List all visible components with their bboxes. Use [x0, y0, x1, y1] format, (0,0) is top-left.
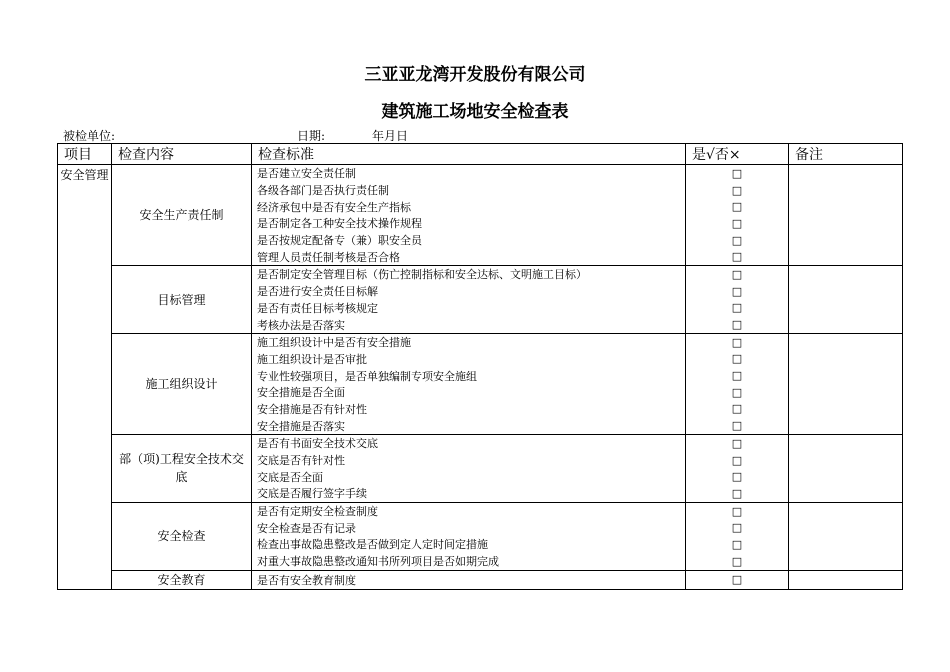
column-header-result: 是√否×	[686, 144, 789, 165]
note-cell[interactable]	[789, 182, 903, 199]
note-cell[interactable]	[789, 519, 903, 536]
standard-cell: 考核办法是否落实	[252, 316, 686, 333]
standard-cell: 安全措施是否全面	[252, 384, 686, 401]
result-checkbox[interactable]: □	[686, 536, 789, 553]
standard-cell: 是否按规定配备专（兼）职安全员	[252, 232, 686, 249]
category-cell: 目标管理	[112, 266, 252, 334]
note-cell[interactable]	[789, 468, 903, 485]
table-header-row	[58, 144, 903, 165]
item-cell: 安全管理	[58, 165, 112, 590]
standard-cell: 安全措施是否有针对性	[252, 401, 686, 418]
note-cell[interactable]	[789, 502, 903, 519]
result-checkbox[interactable]: □	[686, 435, 789, 452]
table-row	[58, 435, 903, 452]
note-cell[interactable]	[789, 485, 903, 502]
result-checkbox[interactable]: □	[686, 333, 789, 350]
result-checkbox[interactable]: □	[686, 384, 789, 401]
result-checkbox[interactable]: □	[686, 248, 789, 265]
form-title: 建筑施工场地安全检查表	[381, 102, 569, 122]
note-cell[interactable]	[789, 570, 903, 589]
table-row	[58, 502, 903, 519]
table-row	[58, 570, 903, 589]
date-label: 日期:	[297, 129, 326, 143]
standard-cell: 施工组织设计中是否有安全措施	[252, 333, 686, 350]
category-cell: 安全生产责任制	[112, 165, 252, 266]
note-cell[interactable]	[789, 283, 903, 300]
note-cell[interactable]	[789, 435, 903, 452]
column-header-note: 备注	[789, 144, 903, 165]
result-checkbox[interactable]: □	[686, 401, 789, 418]
result-checkbox[interactable]: □	[686, 300, 789, 317]
standard-cell: 是否有责任目标考核规定	[252, 300, 686, 317]
note-cell[interactable]	[789, 401, 903, 418]
result-checkbox[interactable]: □	[686, 351, 789, 368]
standard-cell: 是否建立安全责任制	[252, 165, 686, 182]
standard-cell: 经济承包中是否有安全生产指标	[252, 198, 686, 215]
result-checkbox[interactable]: □	[686, 232, 789, 249]
note-cell[interactable]	[789, 351, 903, 368]
standard-cell: 管理人员责任制考核是否合格	[252, 248, 686, 265]
standard-cell: 是否有书面安全技术交底	[252, 435, 686, 452]
note-cell[interactable]	[789, 266, 903, 283]
result-checkbox[interactable]: □	[686, 452, 789, 469]
column-header-content: 检查内容	[112, 144, 252, 165]
inspection-table	[57, 143, 903, 590]
standard-cell: 是否进行安全责任目标解	[252, 283, 686, 300]
note-cell[interactable]	[789, 452, 903, 469]
column-header-standard: 检查标准	[252, 144, 686, 165]
result-checkbox[interactable]: □	[686, 215, 789, 232]
date-value: 年月日	[372, 129, 409, 143]
result-checkbox[interactable]: □	[686, 283, 789, 300]
result-checkbox[interactable]: □	[686, 165, 789, 182]
standard-cell: 安全措施是否落实	[252, 417, 686, 434]
result-checkbox[interactable]: □	[686, 502, 789, 519]
table-row	[58, 165, 903, 182]
note-cell[interactable]	[789, 165, 903, 182]
category-cell: 安全检查	[112, 502, 252, 570]
result-checkbox[interactable]: □	[686, 367, 789, 384]
result-checkbox[interactable]: □	[686, 553, 789, 570]
standard-cell: 交底是否有针对性	[252, 452, 686, 469]
note-cell[interactable]	[789, 232, 903, 249]
result-checkbox[interactable]: □	[686, 417, 789, 434]
standard-cell: 对重大事故隐患整改通知书所列项目是否如期完成	[252, 553, 686, 570]
result-checkbox[interactable]: □	[686, 485, 789, 502]
note-cell[interactable]	[789, 367, 903, 384]
note-cell[interactable]	[789, 248, 903, 265]
result-checkbox[interactable]: □	[686, 570, 789, 589]
table-row	[58, 333, 903, 350]
note-cell[interactable]	[789, 536, 903, 553]
standard-cell: 是否有安全教育制度	[252, 570, 686, 589]
standard-cell: 专业性较强项目，是否单独编制专项安全施组	[252, 367, 686, 384]
standard-cell: 安全检查是否有记录	[252, 519, 686, 536]
result-checkbox[interactable]: □	[686, 182, 789, 199]
note-cell[interactable]	[789, 198, 903, 215]
result-checkbox[interactable]: □	[686, 198, 789, 215]
category-cell: 施工组织设计	[112, 333, 252, 434]
column-header-item: 项目	[58, 144, 112, 165]
standard-cell: 施工组织设计是否审批	[252, 351, 686, 368]
result-checkbox[interactable]: □	[686, 468, 789, 485]
result-checkbox[interactable]: □	[686, 266, 789, 283]
standard-cell: 各级各部门是否执行责任制	[252, 182, 686, 199]
note-cell[interactable]	[789, 333, 903, 350]
table-row	[58, 266, 903, 283]
inspected-unit-label: 被检单位:	[63, 129, 116, 143]
standard-cell: 是否制定各工种安全技术操作规程	[252, 215, 686, 232]
category-cell: 安全教育	[112, 570, 252, 589]
company-name: 三亚亚龙湾开发股份有限公司	[364, 65, 586, 85]
note-cell[interactable]	[789, 215, 903, 232]
note-cell[interactable]	[789, 417, 903, 434]
result-checkbox[interactable]: □	[686, 519, 789, 536]
standard-cell: 交底是否全面	[252, 468, 686, 485]
note-cell[interactable]	[789, 300, 903, 317]
standard-cell: 是否有定期安全检查制度	[252, 502, 686, 519]
note-cell[interactable]	[789, 553, 903, 570]
standard-cell: 交底是否履行签字手续	[252, 485, 686, 502]
result-checkbox[interactable]: □	[686, 316, 789, 333]
note-cell[interactable]	[789, 316, 903, 333]
standard-cell: 是否制定安全管理目标（伤亡控制指标和安全达标、文明施工目标）	[252, 266, 686, 283]
note-cell[interactable]	[789, 384, 903, 401]
table-body	[58, 165, 903, 590]
standard-cell: 检查出事故隐患整改是否做到定人定时间定措施	[252, 536, 686, 553]
category-cell: 部（项)工程安全技术交底	[112, 435, 252, 503]
